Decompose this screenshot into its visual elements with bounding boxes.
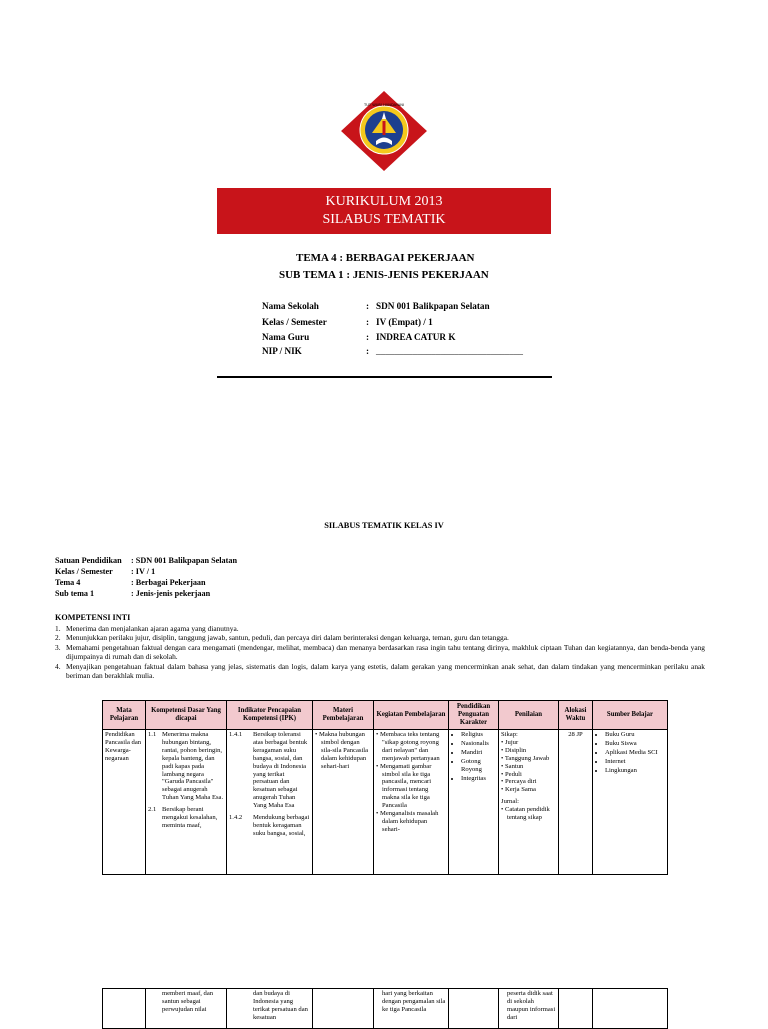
- penilaian-item: • Santun: [501, 762, 524, 770]
- ki-item: 1. Menerima dan menjalankan ajaran agama yang dianutnya.: [55, 624, 239, 633]
- kd-item: 2.1 Bersikap berani mengakui kesalahan, meminta maaf,: [148, 806, 218, 829]
- cell-alokasi: 28 JP: [559, 730, 593, 875]
- cell-kegiatan: hari yang berkaitan dengan pengamalan sila ke tiga Pancasila: [374, 989, 449, 1029]
- ki-title: KOMPETENSI INTI: [55, 613, 131, 622]
- cell-ipk: dan budaya di Indonesia yang terikat persatuan dan kesatuan: [227, 989, 313, 1029]
- cell-kd: [146, 730, 227, 875]
- cell-mapel: Pendidikan Pancasila dan Kewarga-negaraan: [103, 730, 146, 875]
- cell-materi: [313, 730, 374, 875]
- identity-row-school: Nama Sekolah : SDN 001 Balikpapan Selatan: [262, 301, 490, 311]
- col-header: Penilaian: [499, 701, 559, 730]
- table-row: [103, 989, 668, 1029]
- kegiatan-item: • Mengamati gambar simbol sila ke tiga pancasila, mencari informasi tentang makna sila ke tiga Pancasila: [376, 762, 432, 810]
- identity-row-teacher: Nama Guru : INDREA CATUR K: [262, 332, 456, 342]
- col-header: Mata Pelajaran: [103, 701, 146, 730]
- penilaian-item: • Disiplin: [501, 746, 527, 754]
- penilaian-item: • Peduli: [501, 770, 522, 778]
- penilaian-item: • Percaya diri: [501, 778, 537, 786]
- ki-item: 2. Menunjukkan perilaku jujur, disiplin, tanggung jawab, santun, peduli, dan percaya diri dalam berinteraksi dengan keluarga, teman, guru dan tetangga.: [55, 633, 509, 643]
- kd-item: 1.1 Menerima makna hubungan bintang, rantai, pohon beringin, kepala banteng, dan padi kapas pada lambang negara "Garuda Pancasila" sebagai anugerah Tuhan Yang Maha Esa.: [148, 731, 224, 802]
- ipk-item: 1.4.1 Bersikap toleransi atas berbagai bentuk keragaman suku bangsa, sosial, dan budaya di Indonesia yang terikat persatuan dan kesatuan sebagai anugerah Tuhan Yang Maha Esa: [229, 731, 308, 810]
- ki-list: [55, 624, 705, 680]
- penilaian-item: • Kerja Sama: [501, 786, 536, 794]
- karakter-item: • Mandiri: [461, 749, 496, 757]
- curriculum-banner: [217, 188, 551, 234]
- syllabus-table-continued: [102, 988, 668, 1029]
- cell-kegiatan: [374, 730, 449, 875]
- col-header: Materi Pembelajaran: [313, 701, 374, 730]
- cell-kd: memberi maaf, dan santun sebagai perwujudan nilai: [146, 989, 227, 1029]
- cell-ipk: [227, 730, 313, 875]
- ipk-item: 1.4.2 Mendukung berbagai bentuk keragaman suku bangsa, sosial,: [229, 814, 310, 837]
- syllabus-title: SILABUS TEMATIK KELAS IV: [324, 521, 444, 530]
- info-row-tema: Tema 4 : Berbagai Pekerjaan: [55, 578, 206, 587]
- table-row: [103, 730, 668, 875]
- kegiatan-item: • Membaca teks tentang "sikap gotong royong dari nelayan" dan menjawab pertanyaan: [376, 731, 440, 762]
- col-header: Sumber Belajar: [593, 701, 668, 730]
- col-header: Kompetensi Dasar Yang dicapai: [146, 701, 227, 730]
- sumber-item: • Lingkungan: [605, 767, 665, 775]
- karakter-item: • Religius: [461, 731, 496, 739]
- tut-wuri-handayani-logo: [338, 88, 430, 174]
- table-header-row: [103, 701, 668, 730]
- col-header: Kegiatan Pembelajaran: [374, 701, 449, 730]
- identity-row-nip: NIP / NIK : ________________________________: [262, 346, 523, 356]
- materi-item: • Makna hubungan simbol dengan sila-sila Pancasila dalam kehidupan sehari-hari: [315, 731, 369, 770]
- ki-item: 4. Menyajikan pengetahuan faktual dalam bahasa yang jelas, sistematis dan logis, dalam karya yang estetis, dalam gerakan yang mencerminkan anak sehat, dan dalam tindakan yang mencerminkan perilaku anak beriman dan berakhlak mulia.: [55, 661, 705, 681]
- syllabus-table: [102, 700, 668, 875]
- banner-line-1: KURIKULUM 2013: [325, 194, 443, 209]
- banner-line-2: SILABUS TEMATIK: [322, 212, 446, 227]
- col-header: Pendidikan Penguatan Karakter: [449, 701, 499, 730]
- col-header: Indikator Pencapaian Kompetensi (IPK): [227, 701, 313, 730]
- sumber-item: • Buku Siswa: [605, 740, 665, 748]
- svg-text:TUT WURI HANDAYANI: TUT WURI HANDAYANI: [364, 103, 404, 107]
- cell-penilaian: Sikap: • Jujur • Disiplin • Tanggung Jawab • Santun • Peduli • Percaya diri • Kerja Sama Jurnal: • Catatan pendidik tentang sikap: [499, 730, 559, 875]
- cell-penilaian: peserta didik saat di sekolah maupun informasi dari: [499, 989, 559, 1029]
- sumber-item: • Internet: [605, 758, 665, 766]
- sumber-item: • Buku Guru: [605, 731, 665, 739]
- karakter-item: • Gotong Royong: [461, 758, 496, 774]
- info-row-school: Satuan Pendidikan : SDN 001 Balikpapan Selatan: [55, 556, 238, 565]
- penilaian-item: • Tanggung Jawab: [501, 754, 550, 762]
- penilaian-item: • Catatan pendidik tentang sikap: [501, 806, 550, 822]
- subtema-heading: SUB TEMA 1 : JENIS-JENIS PEKERJAAN: [279, 269, 489, 281]
- info-row-class: Kelas / Semester : IV / 1: [55, 567, 156, 576]
- karakter-item: • Integritas: [461, 775, 496, 783]
- karakter-item: • Nasionalis: [461, 740, 496, 748]
- col-header: Alokasi Waktu: [559, 701, 593, 730]
- tema-heading: TEMA 4 : BERBAGAI PEKERJAAN: [296, 252, 475, 264]
- info-row-subtema: Sub tema 1 : Jenis-jenis pekerjaan: [55, 589, 211, 598]
- ki-item: 3. Memahami pengetahuan faktual dengan cara mengamati (mendengar, melihat, membaca) dan menanya berdasarkan rasa ingin tahu tentang dirinya, makhluk ciptaan Tuhan dan kegiatannya, dan benda-benda yang dijumpainya di rumah dan di sekolah.: [55, 642, 705, 662]
- penilaian-item: • Jujur: [501, 738, 519, 746]
- cell-sumber: [593, 730, 668, 875]
- cover-divider: [217, 376, 552, 378]
- sumber-item: • Aplikasi Media SCI: [605, 749, 665, 757]
- identity-row-class: Kelas / Semester : IV (Empat) / 1: [262, 317, 433, 327]
- kegiatan-item: • Menganalisis masalah dalam kehidupan sehari-: [376, 810, 439, 833]
- cell-karakter: [449, 730, 499, 875]
